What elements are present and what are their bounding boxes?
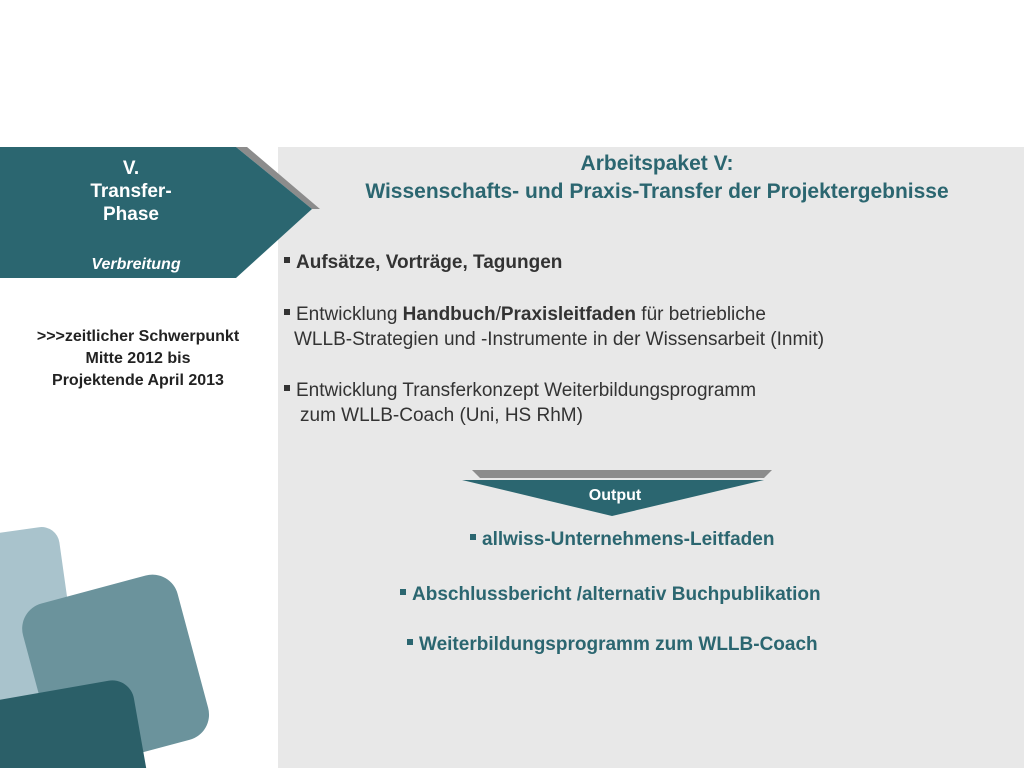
work-package-heading: [290, 150, 1024, 206]
phase-title-line2: Phase: [103, 204, 159, 225]
phase-subtitle: Verbreitung: [91, 256, 181, 273]
output-item: [470, 529, 774, 551]
bullet-square-icon: [284, 309, 290, 315]
output-item-label: Weiterbildungsprogramm zum WLLB-Coach: [419, 634, 818, 655]
bullet-square-icon: [470, 534, 476, 540]
output-item: [400, 584, 821, 606]
activity-item-separator: /: [495, 304, 501, 325]
timeline-note: [0, 326, 276, 392]
timeline-line1: >>>zeitlicher Schwerpunkt: [36, 328, 240, 345]
phase-number: V.: [122, 158, 140, 179]
timeline-line3: Projektende April 2013: [52, 372, 224, 389]
heading-line2: Wissenschafts- und Praxis-Transfer der Projektergebnisse: [365, 180, 949, 203]
heading-line1: Arbeitspaket V:: [580, 152, 734, 175]
bullet-square-icon: [400, 589, 406, 595]
activity-item-handbook: [284, 302, 824, 352]
activity-item-line1: Entwicklung Transferkonzept Weiterbildungsprogramm: [296, 380, 757, 401]
output-item-label: Abschlussbericht /alternativ Buchpublikation: [412, 584, 821, 605]
activity-item-bold-handbuch: Handbuch: [402, 304, 496, 325]
bullet-square-icon: [284, 257, 290, 263]
activity-item-bold-praxisleitfaden: Praxisleitfaden: [500, 304, 637, 325]
activity-item-line2: WLLB-Strategien und -Instrumente in der Wissensarbeit (Inmit): [294, 329, 825, 350]
activity-item-text-pre: Entwicklung: [296, 304, 403, 325]
activity-item-text-post: für betriebliche: [636, 304, 766, 325]
activity-item-line2: zum WLLB-Coach (Uni, HS RhM): [300, 405, 583, 426]
content-panel: [278, 147, 1024, 768]
bullet-square-icon: [407, 639, 413, 645]
activity-item-publications: [284, 250, 562, 275]
phase-title: [0, 157, 262, 226]
activity-item-label: Aufsätze, Vorträge, Tagungen: [296, 252, 563, 273]
bullet-square-icon: [284, 385, 290, 391]
decorative-shapes: [0, 500, 278, 768]
output-item: [407, 634, 818, 656]
phase-title-line1: Transfer-: [90, 181, 172, 202]
output-item-label: allwiss-Unternehmens-Leitfaden: [482, 529, 775, 550]
timeline-line2: Mitte 2012 bis: [85, 350, 191, 367]
activity-item-transfer-concept: [284, 378, 756, 428]
output-label: Output: [588, 487, 642, 504]
